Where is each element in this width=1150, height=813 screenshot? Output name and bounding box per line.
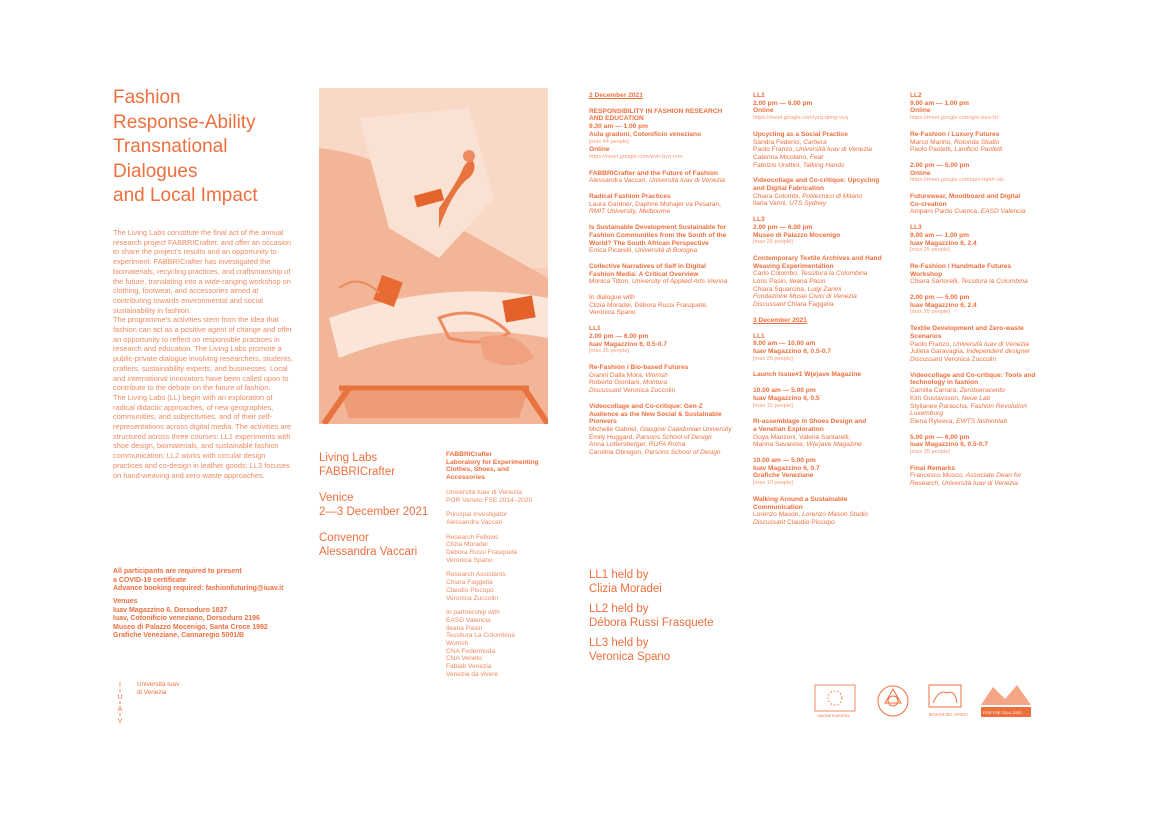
session-title: Iuav Magazzino 6, 0.5-0.7	[910, 441, 989, 449]
italian-republic-emblem-icon	[878, 686, 908, 716]
notice-line: a COVID-19 certificate	[113, 576, 187, 584]
speaker-name: Carolina Obregon,	[589, 449, 645, 457]
event-info	[319, 451, 444, 559]
speaker-name: Chiara Sartorelli,	[910, 278, 961, 286]
session-title: Online	[753, 107, 774, 115]
credit-name: Veronica Zuccolin	[446, 594, 499, 602]
session-title: Iuav Magazzino 6, 0.5-0.7	[753, 347, 832, 355]
session-title: Scenarios	[910, 332, 942, 340]
speaker-line	[753, 139, 903, 147]
session-title: Textile Development and Zero-waste	[910, 325, 1024, 333]
speaker-name: Carlo Colombo,	[753, 270, 801, 278]
speaker-affiliation: W(e)ave Magazine	[806, 441, 862, 449]
speaker-name: Elena Ryleeva,	[910, 417, 957, 425]
session-note: [max 25 people]	[910, 247, 950, 254]
iuav-letter: U	[117, 694, 123, 701]
session-title: Museo di Palazzo Mocenigo	[753, 231, 841, 239]
speaker-affiliation: Neue Lab	[961, 394, 991, 402]
session-title: Re-Fashion / Luxury Futures	[910, 130, 1000, 138]
speaker-affiliation: Fashion Revolution	[970, 402, 1027, 410]
credit-name: Womsh	[446, 640, 469, 648]
session-title: Videocollage and Co-critique: Upcycling	[753, 177, 880, 185]
speaker-line	[753, 154, 903, 162]
credit-name: CNA Veneto	[446, 655, 482, 663]
speaker-affiliation: Università Iuav di Venezia	[795, 146, 872, 154]
session-note: [max 25 people]	[589, 348, 629, 355]
speaker-line	[753, 193, 903, 201]
session-title: Communication	[753, 503, 803, 511]
session-title: FABBRICrafter and the Future of Fashion	[589, 169, 718, 177]
speaker-affiliation: Lanificio Paoletti	[954, 146, 1003, 154]
session-note: [max 25 people]	[753, 355, 793, 362]
held-by-block	[589, 568, 749, 664]
speaker-line	[589, 372, 747, 380]
intro-paragraph: The Living Labs constitute the final act of the annual research project FABBRICrafter, and offer an occasion to share the project’s results and an opportunity to experiment. FABBRICrafter has investigated the biomaterials, recycling practices, and craftsmanship of the future, translating into a wide-ranging workshop on clothing, footwear, and accessories aimed at contributing towards environmental and social sustainability in fashion.	[113, 228, 292, 315]
session-title: Collective Narratives of Self in Digital	[589, 262, 706, 270]
intro-paragraph: The Living Labs (LL) begin with an exploration of radical didactic approaches, of new geographies, communities, and subjectivities, and of their self-representations across digital media. The activities are structured across three courses: LL1 experiments with shoe design, biomaterials, and sustainable fashion communication; LL2 works with circular design practices and co-design in leather goods; LL3 focuses on hand-weaving and zero-waste approaches.	[113, 392, 292, 480]
intro-paragraph: The programme’s activities stem from the idea that fashion can act as a positive agent of change and offer an opportunity to reflect on responsible practices in research and education. The Living Labs promote a public-private dialogue involving researchers, students, crafters, sustainability experts, and businesses. Local and international innovators have been called upon to contribute to the debate on the future of fashion.	[113, 315, 293, 393]
session-title: LL3	[910, 224, 922, 232]
venues-lines	[113, 607, 313, 641]
session-title: LL1	[589, 325, 601, 333]
held-by-label: LL1 held by	[589, 569, 649, 581]
speaker-name: Anna Lottersberger,	[589, 441, 649, 449]
session-note: https://meet.google.com/yzq-qtmg-vyq	[753, 115, 848, 122]
speaker-line	[589, 441, 747, 449]
credit-group-heading: Principal Investigator	[446, 511, 508, 519]
poster-title	[113, 86, 313, 209]
speaker-affiliation: Talking Hands	[802, 161, 845, 169]
session-title: a Venetian Exploration	[753, 425, 824, 433]
speaker-name: Caterina Micolano,	[753, 153, 810, 161]
speaker-line	[589, 278, 747, 286]
speaker-name: Gianni Dalla Mora,	[589, 371, 646, 379]
speaker-line	[753, 519, 903, 527]
speaker-affiliation: Glasgow Caledonian University	[639, 425, 732, 433]
partner-logos-svg	[813, 681, 1038, 725]
held-by-label: LL3 held by	[589, 637, 649, 649]
session-title: 2.00 pm — 6.00 pm	[589, 332, 649, 340]
schedule-date: 3 December 2021	[753, 316, 807, 324]
session-title: Radical Fashion Practices	[589, 193, 671, 201]
session-title: 9.00 am — 1.00 pm	[910, 99, 970, 107]
speaker-name: Sandra Federici,	[753, 138, 804, 146]
session-title: Walking Around a Sustainable	[753, 495, 848, 503]
affiliation-line: RMIT University, Melbourne	[589, 208, 671, 216]
schedule-date: 2 December 2021	[589, 92, 643, 99]
session-title: Iuav Magazzino 6, 0.7	[753, 464, 820, 472]
session-title: LL2	[910, 92, 922, 99]
credit-name: Veronica Spano	[446, 556, 493, 564]
title-line: Response-Ability	[113, 111, 256, 133]
credit-name: Chiara Faggella	[446, 579, 493, 587]
credit-group-heading: In partnership with	[446, 609, 500, 617]
speaker-line: In dialogue with	[589, 294, 635, 302]
speaker-name: Marina Savarese,	[753, 441, 807, 449]
speaker-affiliation: RUFA Roma	[648, 441, 686, 449]
session-note: https://meet.google.com/wvh-byrj-rvm	[589, 153, 683, 160]
speaker-line	[910, 395, 1060, 403]
credit-name: Alessandra Vaccari	[446, 518, 503, 526]
speaker-name: Loris Pasin,	[753, 278, 790, 286]
speaker-name: Paolo Paoletti,	[910, 146, 955, 154]
speaker-name: Paolo Franzo,	[910, 340, 953, 348]
por-fse-logo-icon	[981, 685, 1031, 717]
speaker-name: Julieta Garavaglia,	[910, 348, 967, 356]
speaker-name: Chiara Colombi,	[753, 192, 803, 200]
speaker-name: Paolo Franzo,	[753, 146, 796, 154]
speaker-affiliation: Cartiera	[803, 138, 827, 146]
speaker-name: Claudio Piscopo	[787, 518, 835, 526]
speaker-affiliation: Università di Bologna	[634, 247, 698, 255]
session-title: 9.30 am — 1.00 pm	[589, 123, 649, 131]
speaker-name: Michelle Gabriel,	[589, 425, 640, 433]
affiliation-line: Luxemburg	[910, 410, 943, 418]
session-title: Aula gradoni, Cotonificio veneziano	[589, 130, 702, 138]
fabbricrafter-credits	[446, 451, 556, 679]
speaker-line	[589, 379, 747, 387]
speaker-affiliation: Womsh	[645, 371, 668, 379]
speaker-line	[910, 356, 1060, 364]
schedule-column-1	[589, 92, 747, 457]
session-title: Upcycling as a Social Practice	[753, 130, 848, 138]
venues-heading: Venues	[113, 598, 138, 605]
session-note: [max 44 people]	[589, 138, 629, 145]
intro-text	[113, 228, 293, 480]
session-title: Videocollage and Co-critique: Gen-Z	[589, 402, 703, 410]
iuav-letter: V	[117, 718, 123, 725]
speaker-role: Discussant	[753, 518, 788, 526]
speaker-name: Chiara Faggella	[787, 301, 834, 309]
speaker-line: Veronica Spano	[589, 309, 636, 317]
speaker-line	[753, 441, 903, 449]
notice-line: All participants are required to present	[113, 568, 242, 575]
credit-name: EASD Valencia	[446, 616, 491, 624]
session-title: Iuav Magazzino 6, 2.4	[910, 301, 977, 309]
speaker-affiliation: Tessitura la Colombina	[800, 270, 868, 278]
credit-name: Clizia Moradei	[446, 541, 488, 549]
speaker-line	[589, 426, 747, 434]
speaker-name: Veronica Zuccolin	[623, 387, 676, 395]
event-dates: 2—3 December 2021	[319, 506, 429, 518]
speaker-line	[753, 270, 903, 278]
speaker-affiliation: Politecnico di Milano	[802, 192, 863, 200]
session-title: AND EDUCATION	[589, 115, 644, 123]
speaker-name: Alessandra Vaccari,	[589, 177, 649, 185]
speaker-line	[910, 208, 1060, 216]
session-title: 2.00 pm — 5.00 pm	[910, 294, 970, 302]
speaker-line: Guya Manzoni, Valeria Santarelli,	[753, 433, 851, 441]
partner-logos	[813, 681, 1038, 725]
session-title: Co-creation	[910, 200, 947, 208]
session-title: Pioneers	[589, 418, 617, 426]
eu-label: UNIONE EUROPEA	[817, 714, 850, 718]
session-title: Final Remarks	[910, 464, 956, 472]
iuav-letter: I	[119, 682, 121, 689]
session-title: Futurewear, Moodboard and Digital	[910, 193, 1021, 201]
speaker-affiliation: Independent designer	[966, 348, 1031, 356]
fab-heading-line: Accessories	[446, 474, 485, 482]
title-line: Transnational	[113, 136, 228, 157]
session-title: Launch Issue#1 W(e)ave Magazine	[753, 371, 862, 379]
session-title: Iuav Magazzino 6, 0.5	[753, 394, 820, 402]
session-title: 9.00 am — 1.00 pm	[910, 231, 970, 239]
event-line: FABBRICrafter	[319, 466, 396, 478]
venue-line: Iuav Magazzino 6, Dorsoduro 1827	[113, 606, 228, 614]
fab-heading-line: FABBRICrafter	[446, 451, 493, 458]
title-line: Fashion	[113, 87, 181, 108]
convenor-label: Convenor	[319, 532, 369, 544]
venue-line: Iuav, Cotonificio veneziano, Dorsoduro 2196	[113, 615, 260, 623]
speaker-affiliation: Parsons School of Design	[635, 433, 712, 441]
speaker-line	[910, 472, 1060, 480]
session-title: LL3	[753, 216, 765, 224]
session-title: technology in fashion	[910, 379, 979, 387]
speaker-line	[910, 278, 1060, 286]
speaker-affiliation: EASD Valencia	[980, 208, 1026, 216]
speaker-affiliation: Rotonda Studio	[953, 138, 1000, 146]
speaker-affiliation: Tessitura la Colombina	[960, 278, 1028, 286]
iuav-logo-line: di Venezia	[137, 688, 167, 696]
hero-photo	[319, 88, 548, 424]
session-note: [max 25 people]	[910, 309, 950, 316]
speaker-role: Discussant	[589, 387, 624, 395]
session-title: 10.00 am — 5.00 pm	[753, 387, 816, 395]
speaker-line	[589, 177, 747, 185]
covid-notice	[113, 568, 303, 594]
fab-heading-line: Clothes, Shoes, and	[446, 466, 510, 474]
session-title: Videocollage and Co-critique: Tools and	[910, 371, 1036, 379]
speaker-name: Marco Marino,	[910, 138, 954, 146]
speaker-affiliation: EWTS fashionlab	[956, 417, 1008, 425]
speaker-line: Clizia Moradei, Débora Russi Frasquete,	[589, 301, 708, 309]
speaker-affiliation: Lorenzo Mason Studio	[802, 511, 869, 519]
session-title: LL1	[753, 332, 765, 340]
held-by-label: LL2 held by	[589, 603, 649, 615]
session-note: https://meet.google.com/qzo-nqhh-uts	[910, 177, 1004, 184]
credit-group-heading: Research Fellows	[446, 533, 499, 541]
speaker-affiliation: Luigi Zanini	[807, 285, 842, 293]
speaker-affiliation: Feat	[809, 153, 824, 161]
speaker-line	[589, 387, 747, 395]
speaker-line	[589, 247, 747, 255]
speaker-role: Discussant	[910, 355, 945, 363]
session-title: Re-Fashion / Bio-based Futures	[589, 363, 689, 371]
session-title: Ri-assemblage in Shoes Design and	[753, 418, 867, 426]
credit-name: Venezia da vivere	[446, 670, 499, 678]
session-title: Iuav Magazzino 6, 0.5-0.7	[589, 340, 668, 348]
speaker-line	[910, 348, 1060, 356]
speaker-line	[910, 146, 1060, 154]
held-by-name: Veronica Spano	[589, 651, 671, 663]
venue-line: Museo di Palazzo Mocenigo, Santa Croce 1992	[113, 623, 268, 631]
credit-name: Fablab Venezia	[446, 663, 492, 671]
speaker-name: Francesco Musco,	[910, 472, 966, 480]
session-title: Is Sustainable Development Sustainable for	[589, 224, 727, 232]
session-title: LL2	[753, 92, 765, 99]
session-title: Fashion Media: A Critical Overview	[589, 270, 699, 278]
speaker-name: Stylianee Parascha,	[910, 402, 971, 410]
session-title: Online	[589, 146, 610, 154]
speaker-line	[753, 278, 903, 286]
session-title: 5.00 pm — 6.00 pm	[910, 433, 970, 441]
speaker-affiliation: Montura	[642, 379, 668, 387]
held-by-name: Clizia Moradei	[589, 583, 662, 595]
notice-line: Advance booking required: fashionfuturing@iuav.it	[113, 585, 284, 593]
speaker-affiliation: Parsons School of Design	[644, 449, 721, 457]
speaker-role: Discussant	[753, 301, 788, 309]
speaker-line	[753, 286, 903, 294]
speaker-affiliation: UTS Sydney	[789, 200, 827, 208]
title-line: and Local Impact	[113, 185, 258, 206]
iuav-logo-text	[137, 681, 207, 696]
session-title: Iuav Magazzino 6, 2.4	[910, 239, 977, 247]
credit-group-heading: Research Assistants	[446, 571, 506, 579]
affiliation-line: Fondazione Musei Civici di Venezia	[753, 293, 857, 301]
speaker-affiliation: Associate Dean for	[965, 472, 1022, 480]
session-title: 2.00 pm — 6.00 pm	[753, 99, 813, 107]
credit-name: Débora Russi Frasquete	[446, 549, 518, 557]
speaker-line	[753, 301, 903, 309]
eu-flag-icon	[815, 685, 855, 718]
fab-heading-line: Laboratory for Experimenting	[446, 458, 539, 466]
hero-photo-illustration	[319, 88, 548, 424]
speaker-name: Monica Titton,	[589, 278, 632, 286]
affiliation-line: Research, Università Iuav di Venezia	[910, 480, 1018, 488]
speaker-name: Chiara Squarcina,	[753, 285, 808, 293]
speaker-name: Lorenzo Mason,	[753, 511, 803, 519]
session-note: https://meet.google.com/gni-ixes-fzr	[910, 115, 999, 122]
speaker-line	[753, 511, 903, 519]
credit-name: POR Veneto FSE 2014–2020	[446, 496, 533, 504]
session-title: 9.00 am — 10.00 am	[753, 340, 816, 348]
schedule-column-2	[753, 92, 903, 527]
session-title: RESPONSIBILITY IN FASHION RESEARCH	[589, 107, 723, 115]
por-label: POR FSE 2014–2020	[983, 710, 1022, 715]
speaker-line	[910, 341, 1060, 349]
session-title: Audience as the New Social & Sustainable	[589, 410, 722, 418]
credit-name: Claudio Piscopo	[446, 586, 494, 594]
speaker-name: Emily Huggard,	[589, 433, 636, 441]
iuav-letter: A	[117, 706, 123, 713]
session-title: and Digital Fabrication	[753, 185, 825, 193]
speaker-name: Veronica Zuccolin	[944, 355, 997, 363]
regione-label: REGIONE DEL VENETO	[929, 713, 968, 717]
credit-name: CNA Federmoda	[446, 647, 496, 655]
speaker-line	[910, 418, 1060, 426]
session-title: Weaving Experimentation	[753, 262, 834, 270]
speaker-line	[753, 162, 903, 170]
session-title: Fashion Communities from the South of the	[589, 231, 727, 239]
venue-line: Grafiche Veneziane, Cannaregio 5001/B	[113, 632, 245, 640]
speaker-line	[589, 449, 747, 457]
session-title: Online	[910, 169, 931, 177]
schedule-column-3	[910, 92, 1060, 488]
speaker-name: Kim Gustavsson,	[910, 394, 962, 402]
session-note: [max 35 people]	[910, 449, 950, 456]
speaker-line	[910, 387, 1060, 395]
session-note: [max 15 people]	[753, 402, 793, 409]
speaker-line	[910, 139, 1060, 147]
session-note: [max 10 people]	[753, 480, 793, 487]
held-by-name: Débora Russi Frasquete	[589, 617, 714, 629]
speaker-name: Fabrizio Urettini,	[753, 161, 803, 169]
speaker-line	[589, 434, 747, 442]
speaker-line	[753, 146, 903, 154]
speaker-name: Roberto Giordani,	[589, 379, 643, 387]
speaker-name: Camilla Carrara,	[910, 387, 960, 395]
session-title: Re-Fashion / Handmade Futures	[910, 262, 1012, 270]
venues-block	[113, 598, 313, 641]
speaker-name: Ilaria Vanni,	[753, 200, 790, 208]
speaker-affiliation: Ileana Pasin	[789, 278, 826, 286]
iuav-logo-line: Università Iuav	[137, 681, 180, 688]
session-title: World? The South African Perspective	[589, 239, 709, 247]
session-note: [max 25 people]	[753, 239, 793, 246]
credit-name: Ileana Pasin	[446, 624, 483, 632]
credit-name: Tessitura La Colombina	[446, 632, 515, 640]
session-title: Online	[910, 107, 931, 115]
speaker-affiliation: Università Iuav di Venezia	[952, 340, 1029, 348]
session-title: 2.00 pm — 6.00 pm	[753, 223, 813, 231]
credit-group-heading: Università Iuav di Venezia	[446, 488, 522, 496]
event-line: Living Labs	[319, 452, 378, 464]
title-line: Dialogues	[113, 160, 198, 182]
convenor-name: Alessandra Vaccari	[319, 546, 418, 558]
session-title: Workshop	[910, 270, 943, 278]
speaker-line	[753, 200, 903, 208]
session-title: Contemporary Textile Archives and Hand	[753, 254, 882, 262]
speaker-name: Amparo Pardo Cuenca,	[910, 208, 981, 216]
speaker-name: Errica Picarelli,	[589, 247, 635, 255]
speaker-affiliation: University of Applied Arts Vienna	[631, 278, 728, 286]
session-title: 10.00 am — 5.00 pm	[753, 457, 816, 465]
speaker-line	[910, 403, 1060, 411]
speaker-line: Laura Gardner, Daphne Mohajer va Pesaran,	[589, 200, 721, 208]
session-title: Grafiche Veneziane	[753, 472, 814, 480]
speaker-affiliation: Università Iuav di Venezia	[648, 177, 725, 185]
iuav-logo-mark	[113, 678, 127, 726]
session-title: 2.00 pm — 5.00 pm	[910, 161, 970, 169]
regione-veneto-lion-icon	[929, 685, 968, 717]
speaker-affiliation: Zerobarracento	[959, 387, 1005, 395]
event-city: Venice	[319, 492, 354, 504]
